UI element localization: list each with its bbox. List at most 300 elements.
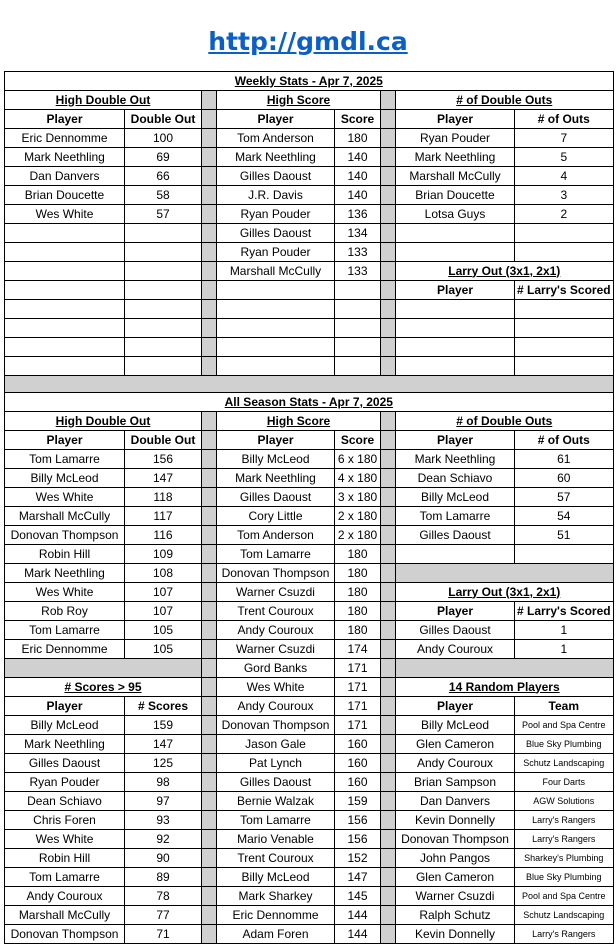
column-spacer	[202, 450, 217, 469]
season-double-outs-value: 60	[515, 469, 614, 488]
weekly-double-outs-player: Brian Doucette	[396, 186, 515, 205]
empty-cell	[515, 357, 614, 376]
weekly-double-outs-player: Mark Neethling	[396, 148, 515, 167]
empty-cell	[335, 357, 381, 376]
empty-cell	[125, 281, 202, 300]
column-spacer	[381, 319, 396, 338]
season-high-score-value: 145	[335, 887, 381, 906]
column-spacer	[381, 110, 396, 129]
season-high-score-player: Warner Csuzdi	[217, 583, 335, 602]
season-double-outs-title: # of Double Outs	[396, 412, 614, 431]
season-high-double-out-value: 147	[125, 469, 202, 488]
season-larry-out-title: Larry Out (3x1, 2x1)	[396, 583, 614, 602]
season-random-players-value: Schutz Landscaping	[515, 906, 614, 925]
empty-cell	[5, 357, 125, 376]
season-random-players-player: Ralph Schutz	[396, 906, 515, 925]
season-larry-out-value: 1	[515, 621, 614, 640]
empty-cell	[125, 319, 202, 338]
season-scores-over-95-player: Andy Couroux	[5, 887, 125, 906]
season-random-players-value: Larry's Rangers	[515, 811, 614, 830]
season-larry-out-header-value: # Larry's Scored	[515, 602, 614, 621]
block-spacer	[396, 659, 614, 678]
season-high-score-value: 171	[335, 659, 381, 678]
season-high-score-value: 156	[335, 830, 381, 849]
season-high-score-value: 156	[335, 811, 381, 830]
column-spacer	[381, 583, 396, 602]
season-high-score-player: Trent Couroux	[217, 849, 335, 868]
weekly-high-score-value: 180	[335, 129, 381, 148]
season-high-score-value: 144	[335, 906, 381, 925]
season-high-double-out-player: Tom Lamarre	[5, 621, 125, 640]
season-double-outs-value: 51	[515, 526, 614, 545]
season-scores-over-95-player: Mark Neethling	[5, 735, 125, 754]
column-spacer	[381, 830, 396, 849]
column-spacer	[202, 735, 217, 754]
weekly-double-outs-header-player: Player	[396, 110, 515, 129]
empty-cell	[396, 300, 515, 319]
column-spacer	[202, 205, 217, 224]
season-high-score-value: 147	[335, 868, 381, 887]
season-high-score-player: Cory Little	[217, 507, 335, 526]
season-high-score-player: Donovan Thompson	[217, 716, 335, 735]
season-high-score-player: Wes White	[217, 678, 335, 697]
season-random-players-player: Billy McLeod	[396, 716, 515, 735]
season-scores-over-95-value: 159	[125, 716, 202, 735]
season-high-double-out-player: Robin Hill	[5, 545, 125, 564]
season-high-double-out-player: Tom Lamarre	[5, 450, 125, 469]
empty-cell	[5, 224, 125, 243]
weekly-high-score-player: Mark Neethling	[217, 148, 335, 167]
column-spacer	[381, 129, 396, 148]
empty-cell	[5, 319, 125, 338]
weekly-double-outs-value: 7	[515, 129, 614, 148]
column-spacer	[381, 338, 396, 357]
site-url-link[interactable]: http://gmdl.ca	[208, 27, 408, 56]
empty-cell	[335, 300, 381, 319]
empty-cell	[217, 281, 335, 300]
season-high-double-out-player: Billy McLeod	[5, 469, 125, 488]
column-spacer	[202, 849, 217, 868]
column-spacer	[381, 621, 396, 640]
season-random-players-player: John Pangos	[396, 849, 515, 868]
weekly-high-score-player: J.R. Davis	[217, 186, 335, 205]
column-spacer	[202, 830, 217, 849]
weekly-stats-title: Weekly Stats - Apr 7, 2025	[5, 72, 614, 91]
empty-cell	[396, 319, 515, 338]
weekly-high-double-out-player: Dan Danvers	[5, 167, 125, 186]
season-high-double-out-player: Eric Dennomme	[5, 640, 125, 659]
empty-cell	[217, 357, 335, 376]
season-high-score-player: Tom Anderson	[217, 526, 335, 545]
season-random-players-value: AGW Solutions	[515, 792, 614, 811]
season-scores-over-95-header-value: # Scores	[125, 697, 202, 716]
column-spacer	[381, 735, 396, 754]
season-high-score-player: Billy McLeod	[217, 868, 335, 887]
season-high-score-player: Adam Foren	[217, 925, 335, 944]
column-spacer	[202, 110, 217, 129]
weekly-high-double-out-value: 58	[125, 186, 202, 205]
weekly-high-score-player: Marshall McCully	[217, 262, 335, 281]
season-larry-out-player: Gilles Daoust	[396, 621, 515, 640]
column-spacer	[202, 148, 217, 167]
season-scores-over-95-value: 125	[125, 754, 202, 773]
column-spacer	[202, 357, 217, 376]
column-spacer	[202, 773, 217, 792]
season-high-double-out-value: 107	[125, 583, 202, 602]
season-random-players-player: Brian Sampson	[396, 773, 515, 792]
empty-cell	[396, 357, 515, 376]
season-larry-out-value: 1	[515, 640, 614, 659]
column-spacer	[202, 659, 217, 678]
column-spacer	[381, 488, 396, 507]
empty-cell	[217, 338, 335, 357]
column-spacer	[381, 640, 396, 659]
column-spacer	[202, 281, 217, 300]
empty-cell	[335, 319, 381, 338]
weekly-high-double-out-player: Mark Neethling	[5, 148, 125, 167]
season-random-players-value: Sharkey's Plumbing	[515, 849, 614, 868]
season-high-score-player: Mario Venable	[217, 830, 335, 849]
season-high-score-value: 2 x 180	[335, 526, 381, 545]
season-double-outs-player: Billy McLeod	[396, 488, 515, 507]
season-high-double-out-player: Wes White	[5, 583, 125, 602]
column-spacer	[202, 906, 217, 925]
weekly-high-double-out-value: 69	[125, 148, 202, 167]
season-scores-over-95-player: Donovan Thompson	[5, 925, 125, 944]
season-high-score-player: Gilles Daoust	[217, 488, 335, 507]
season-high-score-player: Andy Couroux	[217, 621, 335, 640]
season-random-players-header-player: Player	[396, 697, 515, 716]
column-spacer	[202, 186, 217, 205]
season-high-score-value: 160	[335, 773, 381, 792]
weekly-high-score-header-value: Score	[335, 110, 381, 129]
season-high-score-player: Andy Couroux	[217, 697, 335, 716]
weekly-high-double-out-header-player: Player	[5, 110, 125, 129]
season-scores-over-95-player: Dean Schiavo	[5, 792, 125, 811]
weekly-high-double-out-header-value: Double Out	[125, 110, 202, 129]
weekly-high-score-value: 140	[335, 186, 381, 205]
empty-cell	[217, 300, 335, 319]
season-high-score-player: Billy McLeod	[217, 450, 335, 469]
season-double-outs-header-value: # of Outs	[515, 431, 614, 450]
column-spacer	[202, 564, 217, 583]
column-spacer	[202, 545, 217, 564]
column-spacer	[381, 887, 396, 906]
season-high-score-value: 2 x 180	[335, 507, 381, 526]
column-spacer	[381, 469, 396, 488]
weekly-high-score-value: 134	[335, 224, 381, 243]
season-double-outs-player: Tom Lamarre	[396, 507, 515, 526]
column-spacer	[381, 697, 396, 716]
season-high-score-value: 180	[335, 545, 381, 564]
season-random-players-value: Pool and Spa Centre	[515, 887, 614, 906]
season-larry-out-player: Andy Couroux	[396, 640, 515, 659]
column-spacer	[202, 583, 217, 602]
season-scores-over-95-value: 98	[125, 773, 202, 792]
season-high-double-out-value: 107	[125, 602, 202, 621]
season-high-double-out-value: 105	[125, 640, 202, 659]
season-high-double-out-player: Marshall McCully	[5, 507, 125, 526]
column-spacer	[381, 849, 396, 868]
column-spacer	[202, 754, 217, 773]
season-high-score-header-value: Score	[335, 431, 381, 450]
empty-cell	[5, 281, 125, 300]
weekly-high-score-value: 140	[335, 167, 381, 186]
column-spacer	[381, 868, 396, 887]
empty-cell	[515, 338, 614, 357]
column-spacer	[381, 545, 396, 564]
empty-cell	[125, 243, 202, 262]
column-spacer	[202, 412, 217, 431]
empty-cell	[125, 300, 202, 319]
season-random-players-value: Pool and Spa Centre	[515, 716, 614, 735]
column-spacer	[202, 640, 217, 659]
season-high-score-value: 171	[335, 697, 381, 716]
season-high-score-value: 3 x 180	[335, 488, 381, 507]
empty-cell	[515, 319, 614, 338]
stats-sheet	[4, 71, 614, 944]
column-spacer	[202, 678, 217, 697]
season-scores-over-95-header-player: Player	[5, 697, 125, 716]
column-spacer	[381, 602, 396, 621]
column-spacer	[381, 167, 396, 186]
weekly-double-outs-value: 2	[515, 205, 614, 224]
season-random-players-player: Kevin Donnelly	[396, 811, 515, 830]
season-high-double-out-value: 118	[125, 488, 202, 507]
season-high-double-out-player: Rob Roy	[5, 602, 125, 621]
season-stats-title: All Season Stats - Apr 7, 2025	[5, 393, 614, 412]
season-high-score-value: 180	[335, 583, 381, 602]
column-spacer	[202, 716, 217, 735]
column-spacer	[202, 526, 217, 545]
empty-cell	[5, 243, 125, 262]
column-spacer	[381, 205, 396, 224]
weekly-high-score-value: 133	[335, 243, 381, 262]
season-scores-over-95-value: 97	[125, 792, 202, 811]
column-spacer	[202, 338, 217, 357]
season-random-players-title: 14 Random Players	[396, 678, 614, 697]
column-spacer	[381, 148, 396, 167]
season-high-score-player: Gilles Daoust	[217, 773, 335, 792]
season-high-score-header-player: Player	[217, 431, 335, 450]
empty-cell	[5, 262, 125, 281]
season-high-score-value: 159	[335, 792, 381, 811]
season-high-double-out-value: 108	[125, 564, 202, 583]
column-spacer	[202, 697, 217, 716]
season-high-score-value: 6 x 180	[335, 450, 381, 469]
season-high-double-out-header-value: Double Out	[125, 431, 202, 450]
column-spacer	[202, 224, 217, 243]
season-random-players-player: Kevin Donnelly	[396, 925, 515, 944]
season-random-players-player: Glen Cameron	[396, 735, 515, 754]
weekly-double-outs-value: 3	[515, 186, 614, 205]
season-double-outs-value: 61	[515, 450, 614, 469]
season-high-score-player: Gord Banks	[217, 659, 335, 678]
season-scores-over-95-player: Gilles Daoust	[5, 754, 125, 773]
column-spacer	[202, 91, 217, 110]
column-spacer	[381, 431, 396, 450]
empty-cell	[396, 545, 515, 564]
season-scores-over-95-player: Chris Foren	[5, 811, 125, 830]
season-high-double-out-header-player: Player	[5, 431, 125, 450]
column-spacer	[381, 906, 396, 925]
column-spacer	[202, 602, 217, 621]
weekly-larry-out-title: Larry Out (3x1, 2x1)	[396, 262, 614, 281]
season-double-outs-player: Gilles Daoust	[396, 526, 515, 545]
season-high-score-value: 171	[335, 716, 381, 735]
season-high-score-value: 180	[335, 564, 381, 583]
column-spacer	[381, 716, 396, 735]
season-high-score-value: 160	[335, 735, 381, 754]
column-spacer	[381, 186, 396, 205]
season-high-score-player: Bernie Walzak	[217, 792, 335, 811]
season-high-score-value: 160	[335, 754, 381, 773]
column-spacer	[202, 868, 217, 887]
season-double-outs-player: Dean Schiavo	[396, 469, 515, 488]
season-scores-over-95-player: Billy McLeod	[5, 716, 125, 735]
empty-cell	[515, 545, 614, 564]
weekly-high-double-out-value: 57	[125, 205, 202, 224]
season-high-score-value: 4 x 180	[335, 469, 381, 488]
empty-cell	[217, 319, 335, 338]
column-spacer	[381, 281, 396, 300]
season-scores-over-95-value: 89	[125, 868, 202, 887]
column-spacer	[202, 300, 217, 319]
season-high-score-player: Eric Dennomme	[217, 906, 335, 925]
empty-cell	[396, 243, 515, 262]
season-scores-over-95-value: 77	[125, 906, 202, 925]
column-spacer	[381, 925, 396, 944]
season-double-outs-player: Mark Neethling	[396, 450, 515, 469]
empty-cell	[396, 224, 515, 243]
empty-cell	[515, 224, 614, 243]
season-double-outs-header-player: Player	[396, 431, 515, 450]
season-scores-over-95-player: Wes White	[5, 830, 125, 849]
column-spacer	[202, 431, 217, 450]
season-random-players-value: Larry's Rangers	[515, 925, 614, 944]
season-random-players-value: Blue Sky Plumbing	[515, 735, 614, 754]
weekly-double-outs-player: Marshall McCully	[396, 167, 515, 186]
column-spacer	[202, 262, 217, 281]
column-spacer	[381, 678, 396, 697]
empty-cell	[5, 300, 125, 319]
season-high-score-player: Mark Neethling	[217, 469, 335, 488]
season-random-players-value: Blue Sky Plumbing	[515, 868, 614, 887]
season-high-double-out-player: Mark Neethling	[5, 564, 125, 583]
column-spacer	[202, 811, 217, 830]
season-high-score-player: Tom Lamarre	[217, 545, 335, 564]
season-scores-over-95-title: # Scores > 95	[5, 678, 202, 697]
empty-cell	[125, 338, 202, 357]
column-spacer	[381, 792, 396, 811]
column-spacer	[381, 526, 396, 545]
season-random-players-player: Warner Csuzdi	[396, 887, 515, 906]
season-high-double-out-player: Wes White	[5, 488, 125, 507]
empty-cell	[515, 300, 614, 319]
column-spacer	[202, 792, 217, 811]
column-spacer	[381, 754, 396, 773]
season-random-players-header-value: Team	[515, 697, 614, 716]
column-spacer	[381, 507, 396, 526]
empty-cell	[335, 281, 381, 300]
season-high-score-player: Jason Gale	[217, 735, 335, 754]
empty-cell	[125, 357, 202, 376]
season-high-score-player: Warner Csuzdi	[217, 640, 335, 659]
column-spacer	[381, 262, 396, 281]
weekly-high-score-player: Gilles Daoust	[217, 224, 335, 243]
section-spacer	[5, 376, 614, 393]
weekly-high-score-player: Gilles Daoust	[217, 167, 335, 186]
season-high-score-player: Trent Couroux	[217, 602, 335, 621]
season-random-players-player: Glen Cameron	[396, 868, 515, 887]
column-spacer	[381, 412, 396, 431]
empty-cell	[515, 243, 614, 262]
column-spacer	[381, 450, 396, 469]
season-double-outs-value: 54	[515, 507, 614, 526]
weekly-larry-out-header-player: Player	[396, 281, 515, 300]
column-spacer	[202, 129, 217, 148]
column-spacer	[202, 469, 217, 488]
season-scores-over-95-value: 147	[125, 735, 202, 754]
weekly-high-score-title: High Score	[217, 91, 381, 110]
empty-cell	[396, 338, 515, 357]
season-scores-over-95-value: 90	[125, 849, 202, 868]
weekly-double-outs-player: Lotsa Guys	[396, 205, 515, 224]
season-high-double-out-title: High Double Out	[5, 412, 202, 431]
weekly-high-score-player: Ryan Pouder	[217, 205, 335, 224]
block-spacer	[396, 564, 614, 583]
season-scores-over-95-value: 71	[125, 925, 202, 944]
weekly-double-outs-title: # of Double Outs	[396, 91, 614, 110]
season-high-score-player: Pat Lynch	[217, 754, 335, 773]
empty-cell	[125, 262, 202, 281]
weekly-double-outs-value: 4	[515, 167, 614, 186]
weekly-larry-out-header-value: # Larry's Scored	[515, 281, 614, 300]
season-high-score-value: 180	[335, 621, 381, 640]
weekly-high-score-header-player: Player	[217, 110, 335, 129]
column-spacer	[202, 925, 217, 944]
column-spacer	[381, 91, 396, 110]
season-scores-over-95-player: Tom Lamarre	[5, 868, 125, 887]
weekly-high-score-player: Ryan Pouder	[217, 243, 335, 262]
season-high-score-value: 171	[335, 678, 381, 697]
column-spacer	[202, 319, 217, 338]
season-scores-over-95-value: 78	[125, 887, 202, 906]
empty-cell	[335, 338, 381, 357]
season-high-score-value: 152	[335, 849, 381, 868]
season-high-double-out-value: 105	[125, 621, 202, 640]
column-spacer	[381, 773, 396, 792]
season-scores-over-95-player: Ryan Pouder	[5, 773, 125, 792]
season-high-double-out-player: Donovan Thompson	[5, 526, 125, 545]
empty-cell	[125, 224, 202, 243]
season-random-players-player: Donovan Thompson	[396, 830, 515, 849]
weekly-high-double-out-title: High Double Out	[5, 91, 202, 110]
weekly-high-double-out-value: 100	[125, 129, 202, 148]
season-scores-over-95-player: Robin Hill	[5, 849, 125, 868]
season-high-score-title: High Score	[217, 412, 381, 431]
column-spacer	[202, 243, 217, 262]
weekly-double-outs-header-value: # of Outs	[515, 110, 614, 129]
weekly-high-score-player: Tom Anderson	[217, 129, 335, 148]
empty-cell	[5, 338, 125, 357]
weekly-high-double-out-player: Eric Dennomme	[5, 129, 125, 148]
weekly-high-score-value: 136	[335, 205, 381, 224]
season-high-double-out-value: 117	[125, 507, 202, 526]
column-spacer	[202, 887, 217, 906]
column-spacer	[381, 243, 396, 262]
column-spacer	[381, 811, 396, 830]
